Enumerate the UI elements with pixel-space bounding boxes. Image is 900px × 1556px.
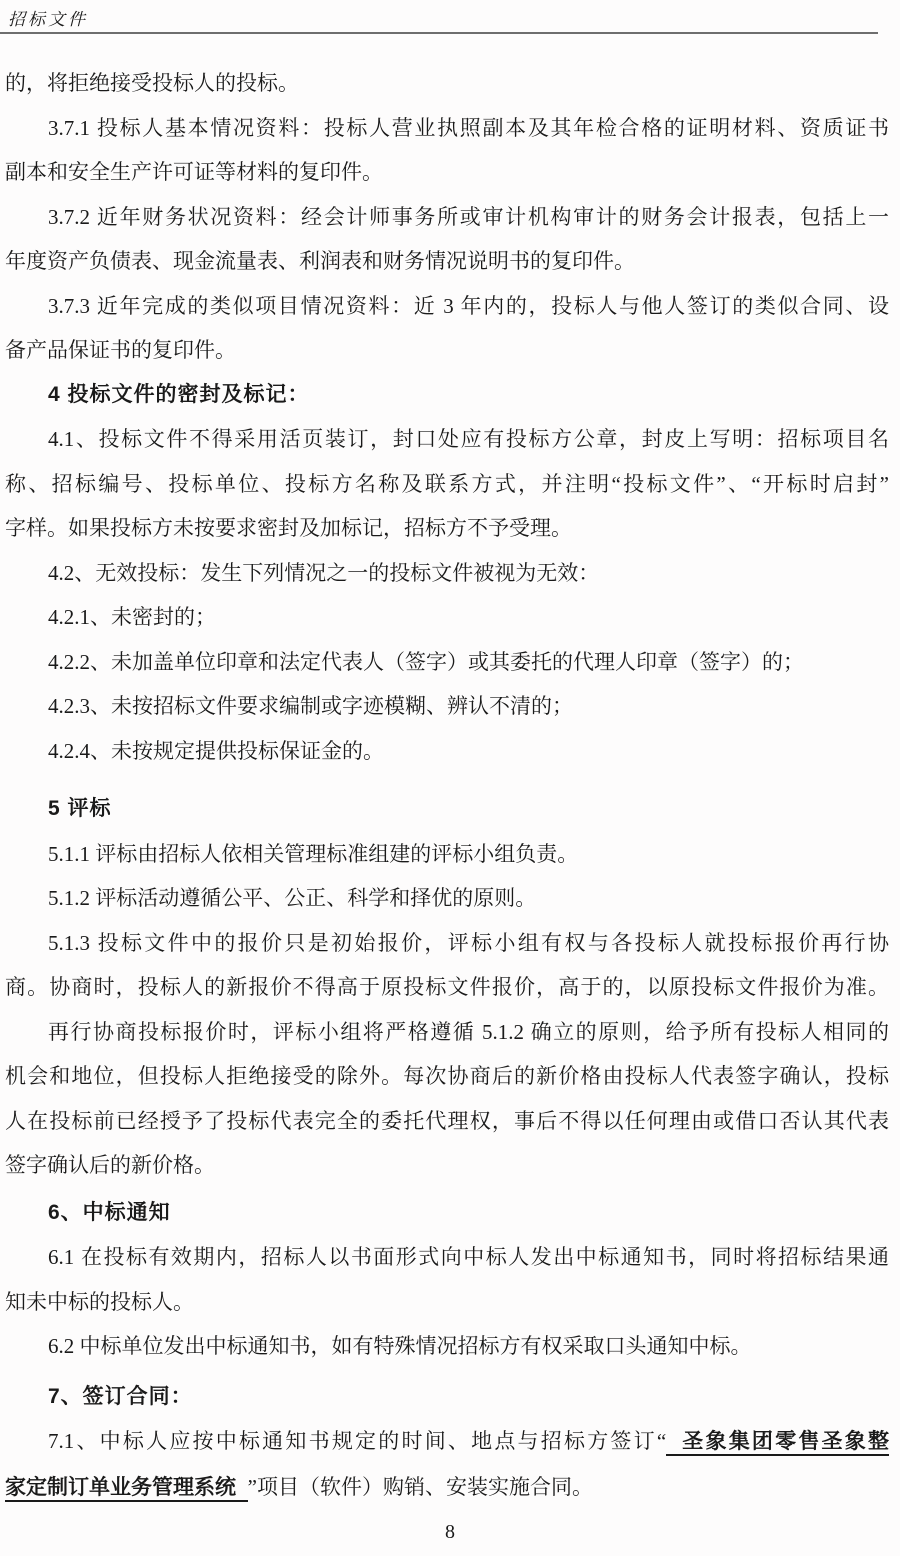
text-line [5, 1054, 889, 1099]
heading-line [5, 373, 889, 418]
text-line [5, 1419, 889, 1465]
heading-line [5, 787, 889, 832]
text-segment: 商。协商时，投标人的新报价不得高于原投标文件报价，高于的，以原投标文件报价为准。 [5, 975, 889, 999]
text-line [5, 551, 889, 596]
text-line [5, 595, 889, 640]
text-line [5, 1010, 889, 1055]
text-line [5, 729, 889, 774]
text-line [5, 684, 889, 729]
page-number: 8 [445, 1521, 455, 1543]
text-segment: 5.1.3 投标文件中的报价只是初始报价，评标小组有权与各投标人就投标报价再行协 [48, 930, 889, 955]
text-line [5, 876, 889, 921]
text-line [5, 150, 889, 195]
text-line [5, 61, 889, 106]
text-segment: 的，将拒绝接受投标人的投标。 [5, 71, 299, 95]
text-segment: 6.1 在投标有效期内，招标人以书面形式向中标人发出中标通知书，同时将招标结果通 [48, 1245, 889, 1269]
text-line [5, 1235, 889, 1280]
text-segment: 4.2.3、未按招标文件要求编制或字迹模糊、辨认不清的； [48, 694, 573, 718]
text-segment: 4.1、投标文件不得采用活页装订，封口处应有投标方公章，封皮上写明：招标项目名 [48, 427, 889, 451]
text-segment: 5.1.2 评标活动遵循公平、公正、科学和择优的原则。 [48, 886, 537, 910]
text-segment: 3.7.2 近年财务状况资料：经会计师事务所或审计机构审计的财务会计报表，包括上一 [48, 204, 889, 229]
page-header-title: 招标文件 [8, 10, 88, 29]
text-line [5, 921, 889, 966]
heading-line [5, 1191, 889, 1236]
text-line [5, 1143, 889, 1188]
text-line [5, 506, 889, 551]
text-line [5, 965, 889, 1010]
text-segment: 副本和安全生产许可证等材料的复印件。 [5, 160, 383, 184]
text-segment: 7、签订合同： [48, 1384, 193, 1408]
text-segment: 再行协商投标报价时，评标小组将严格遵循 5.1.2 确立的原则，给予所有投标人相同的 [48, 1019, 889, 1044]
text-segment: 家定制订单业务管理系统 [5, 1476, 248, 1502]
text-segment: 称、招标编号、投标单位、投标方名称及联系方式，并注明“投标文件”、“开标时启封” [5, 471, 889, 496]
text-line [5, 1465, 889, 1511]
text-line [5, 106, 889, 151]
document-body [5, 61, 889, 1510]
text-line [5, 1324, 889, 1369]
text-segment: 7.1、中标人应按中标通知书规定的时间、地点与招标方签订“ [48, 1429, 667, 1453]
text-segment: ”项目（软件）购销、安装实施合同。 [247, 1474, 593, 1499]
text-segment: 签字确认后的新价格。 [5, 1153, 215, 1177]
text-line [5, 195, 889, 240]
text-line [5, 239, 889, 284]
text-segment: 备产品保证书的复印件。 [5, 338, 236, 362]
text-segment: 5.1.1 评标由招标人依相关管理标准组建的评标小组负责。 [48, 841, 579, 866]
text-line [5, 417, 889, 462]
text-segment: 6.2 中标单位发出中标通知书，如有特殊情况招标方有权采取口头通知中标。 [48, 1334, 752, 1358]
text-segment: 知未中标的投标人。 [5, 1289, 194, 1314]
text-segment: 机会和地位，但投标人拒绝接受的除外。每次协商后的新价格由投标人代表签字确认，投标 [5, 1064, 889, 1088]
text-segment: 4.2、无效投标：发生下列情况之一的投标文件被视为无效： [48, 560, 600, 585]
text-segment: 3.7.3 近年完成的类似项目情况资料：近 3 年内的，投标人与他人签订的类似合同、设 [48, 293, 889, 318]
text-line [5, 832, 889, 877]
text-segment: 圣象集团零售圣象整 [666, 1430, 889, 1456]
text-segment: 4.2.4、未按规定提供投标保证金的。 [48, 738, 384, 763]
text-line [5, 284, 889, 329]
text-line [5, 462, 889, 507]
text-segment: 4.2.2、未加盖单位印章和法定代表人（签字）或其委托的代理人印章（签字）的； [48, 649, 804, 674]
text-line [5, 328, 889, 373]
header-rule [0, 32, 878, 34]
text-segment: 6、中标通知 [48, 1200, 171, 1224]
text-segment: 4 投标文件的密封及标记： [48, 382, 310, 406]
text-segment: 4.2.1、未密封的； [48, 605, 216, 629]
text-line [5, 1280, 889, 1325]
text-segment: 3.7.1 投标人基本情况资料：投标人营业执照副本及其年检合格的证明材料、资质证书 [48, 115, 889, 140]
text-segment: 5 评标 [48, 797, 112, 820]
heading-line [5, 1375, 889, 1420]
text-segment: 年度资产负债表、现金流量表、利润表和财务情况说明书的复印件。 [5, 249, 635, 273]
text-segment: 字样。如果投标方未按要求密封及加标记，招标方不予受理。 [5, 516, 572, 540]
text-line [5, 1099, 889, 1144]
text-segment: 人在投标前已经授予了投标代表完全的委托代理权，事后不得以任何理由或借口否认其代表 [5, 1108, 889, 1133]
text-line [5, 640, 889, 685]
